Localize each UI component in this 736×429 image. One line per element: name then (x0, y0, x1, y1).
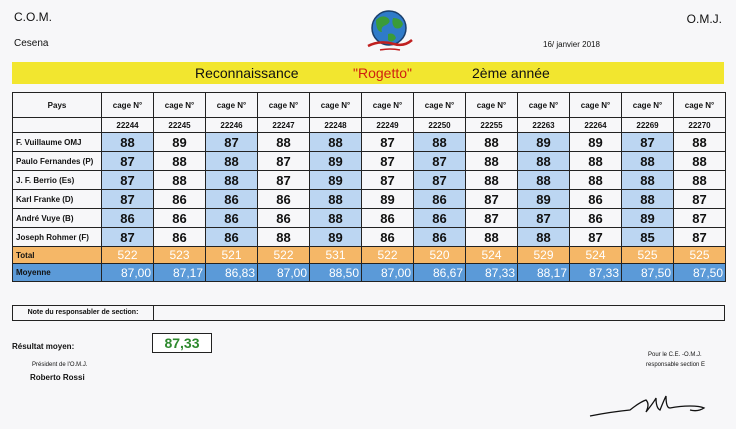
judge-name: Joseph Rohmer (F) (13, 228, 102, 247)
cage-header: cage N° (310, 93, 362, 118)
average-cell: 88,50 (310, 264, 362, 282)
score-cell: 89 (570, 133, 622, 152)
cage-header: cage N° (154, 93, 206, 118)
score-cell: 86 (570, 209, 622, 228)
score-cell: 87 (258, 171, 310, 190)
score-cell: 89 (622, 209, 674, 228)
judge-row (13, 152, 726, 171)
score-cell: 87 (362, 152, 414, 171)
average-cell: 87,17 (154, 264, 206, 282)
judge-row (13, 190, 726, 209)
score-cell: 89 (518, 190, 570, 209)
score-cell: 88 (414, 133, 466, 152)
judge-row (13, 228, 726, 247)
score-cell: 88 (622, 171, 674, 190)
result-value: 87,33 (152, 333, 212, 353)
score-cell: 86 (258, 209, 310, 228)
score-cell: 87 (674, 190, 726, 209)
cage-header: cage N° (570, 93, 622, 118)
score-cell: 89 (154, 133, 206, 152)
score-cell: 86 (414, 190, 466, 209)
total-cell: 524 (570, 247, 622, 264)
cage-id: 22248 (310, 118, 362, 133)
total-cell: 522 (362, 247, 414, 264)
total-cell: 531 (310, 247, 362, 264)
title-name: "Rogetto" (353, 65, 412, 81)
cage-id: 22247 (258, 118, 310, 133)
average-cell: 87,33 (466, 264, 518, 282)
score-cell: 88 (310, 133, 362, 152)
total-row (13, 247, 726, 264)
total-cell: 520 (414, 247, 466, 264)
score-cell: 88 (258, 228, 310, 247)
score-cell: 86 (154, 209, 206, 228)
score-cell: 89 (310, 228, 362, 247)
score-cell: 88 (518, 171, 570, 190)
score-cell: 88 (154, 152, 206, 171)
result-label: Résultat moyen: (12, 342, 75, 351)
score-cell: 88 (310, 190, 362, 209)
score-cell: 88 (674, 133, 726, 152)
score-cell: 88 (206, 171, 258, 190)
score-cell: 88 (310, 209, 362, 228)
score-cell: 86 (154, 190, 206, 209)
total-cell: 523 (154, 247, 206, 264)
score-cell: 88 (518, 228, 570, 247)
score-cell: 86 (414, 209, 466, 228)
score-cell: 87 (362, 133, 414, 152)
score-cell: 89 (310, 152, 362, 171)
score-cell: 87 (102, 190, 154, 209)
score-cell: 87 (414, 152, 466, 171)
score-cell: 88 (622, 152, 674, 171)
score-cell: 86 (570, 190, 622, 209)
score-cell: 88 (154, 171, 206, 190)
score-cell: 88 (466, 152, 518, 171)
cage-header: cage N° (362, 93, 414, 118)
judge-name: André Vuye (B) (13, 209, 102, 228)
cage-id: 22244 (102, 118, 154, 133)
score-cell: 88 (570, 152, 622, 171)
score-cell: 87 (518, 209, 570, 228)
cage-header: cage N° (622, 93, 674, 118)
section-line-1: Pour le C.E. -O.M.J. (648, 352, 702, 358)
title-year: 2ème année (472, 65, 550, 81)
score-cell: 87 (674, 228, 726, 247)
cage-header: cage N° (414, 93, 466, 118)
cage-id: 22270 (674, 118, 726, 133)
average-cell: 87,33 (570, 264, 622, 282)
average-cell: 87,00 (362, 264, 414, 282)
cage-header: cage N° (466, 93, 518, 118)
org-right: O.M.J. (686, 12, 722, 26)
cage-header: cage N° (674, 93, 726, 118)
score-cell: 86 (414, 228, 466, 247)
judge-row (13, 171, 726, 190)
judge-name: F. Vuillaume OMJ (13, 133, 102, 152)
cage-id-blank (13, 118, 102, 133)
cage-header: cage N° (206, 93, 258, 118)
average-cell: 87,00 (258, 264, 310, 282)
score-cell: 88 (674, 171, 726, 190)
judge-row (13, 209, 726, 228)
score-cell: 86 (206, 209, 258, 228)
signature (588, 392, 718, 422)
total-cell: 521 (206, 247, 258, 264)
score-cell: 87 (466, 209, 518, 228)
score-cell: 88 (206, 152, 258, 171)
average-cell: 87,50 (674, 264, 726, 282)
score-cell: 87 (414, 171, 466, 190)
average-cell: 87,00 (102, 264, 154, 282)
total-cell: 529 (518, 247, 570, 264)
score-cell: 88 (466, 133, 518, 152)
average-cell: 88,17 (518, 264, 570, 282)
total-cell: 524 (466, 247, 518, 264)
cage-id: 22264 (570, 118, 622, 133)
score-cell: 89 (362, 190, 414, 209)
document-date: 16/ janvier 2018 (543, 40, 600, 49)
title-main: Reconnaissance (195, 65, 299, 81)
score-cell: 88 (466, 171, 518, 190)
score-cell: 88 (466, 228, 518, 247)
average-cell: 86,83 (206, 264, 258, 282)
score-cell: 87 (362, 171, 414, 190)
president-name: Roberto Rossi (30, 373, 85, 382)
score-cell: 87 (102, 228, 154, 247)
title-bar (12, 62, 724, 84)
total-cell: 522 (102, 247, 154, 264)
section-line-2: responsable section E (646, 362, 706, 368)
score-cell: 87 (102, 152, 154, 171)
score-cell: 86 (154, 228, 206, 247)
cage-id: 22246 (206, 118, 258, 133)
average-cell: 87,50 (622, 264, 674, 282)
cage-id: 22245 (154, 118, 206, 133)
total-cell: 522 (258, 247, 310, 264)
score-cell: 89 (518, 133, 570, 152)
cage-header: cage N° (518, 93, 570, 118)
judge-name: J. F. Berrio (Es) (13, 171, 102, 190)
judge-name: Karl Franke (D) (13, 190, 102, 209)
cage-id: 22269 (622, 118, 674, 133)
score-cell: 86 (206, 190, 258, 209)
score-cell: 86 (206, 228, 258, 247)
cage-id: 22263 (518, 118, 570, 133)
total-cell: 525 (674, 247, 726, 264)
total-cell: 525 (622, 247, 674, 264)
president-role: Président de l'O.M.J. (32, 362, 88, 368)
cage-id: 22255 (466, 118, 518, 133)
score-cell: 88 (258, 133, 310, 152)
average-row (13, 264, 726, 282)
score-cell: 88 (570, 171, 622, 190)
score-cell: 87 (206, 133, 258, 152)
score-cell: 89 (310, 171, 362, 190)
score-cell: 86 (102, 209, 154, 228)
score-cell: 88 (674, 152, 726, 171)
cage-header: cage N° (258, 93, 310, 118)
cage-header: cage N° (102, 93, 154, 118)
country-header: Pays (13, 93, 102, 118)
cage-id-row (13, 118, 726, 133)
score-cell: 87 (622, 133, 674, 152)
score-cell: 88 (622, 190, 674, 209)
cage-id: 22250 (414, 118, 466, 133)
city: Cesena (14, 38, 49, 49)
score-cell: 86 (362, 228, 414, 247)
header-row (13, 93, 726, 118)
note-label: Note du responsabler de section: (13, 306, 154, 320)
score-cell: 87 (102, 171, 154, 190)
score-cell: 87 (466, 190, 518, 209)
score-cell: 88 (102, 133, 154, 152)
globe-logo (358, 8, 420, 56)
score-cell: 87 (258, 152, 310, 171)
score-cell: 87 (674, 209, 726, 228)
judge-name: Paulo Fernandes (P) (13, 152, 102, 171)
average-cell: 86,67 (414, 264, 466, 282)
score-cell: 88 (518, 152, 570, 171)
section-note (12, 305, 725, 321)
score-cell: 86 (362, 209, 414, 228)
judge-row (13, 133, 726, 152)
score-cell: 85 (622, 228, 674, 247)
score-cell: 87 (570, 228, 622, 247)
total-label: Total (13, 247, 102, 264)
cage-id: 22249 (362, 118, 414, 133)
average-label: Moyenne (13, 264, 102, 282)
score-cell: 86 (258, 190, 310, 209)
scores-table (12, 92, 726, 282)
org-left: C.O.M. (14, 10, 52, 24)
